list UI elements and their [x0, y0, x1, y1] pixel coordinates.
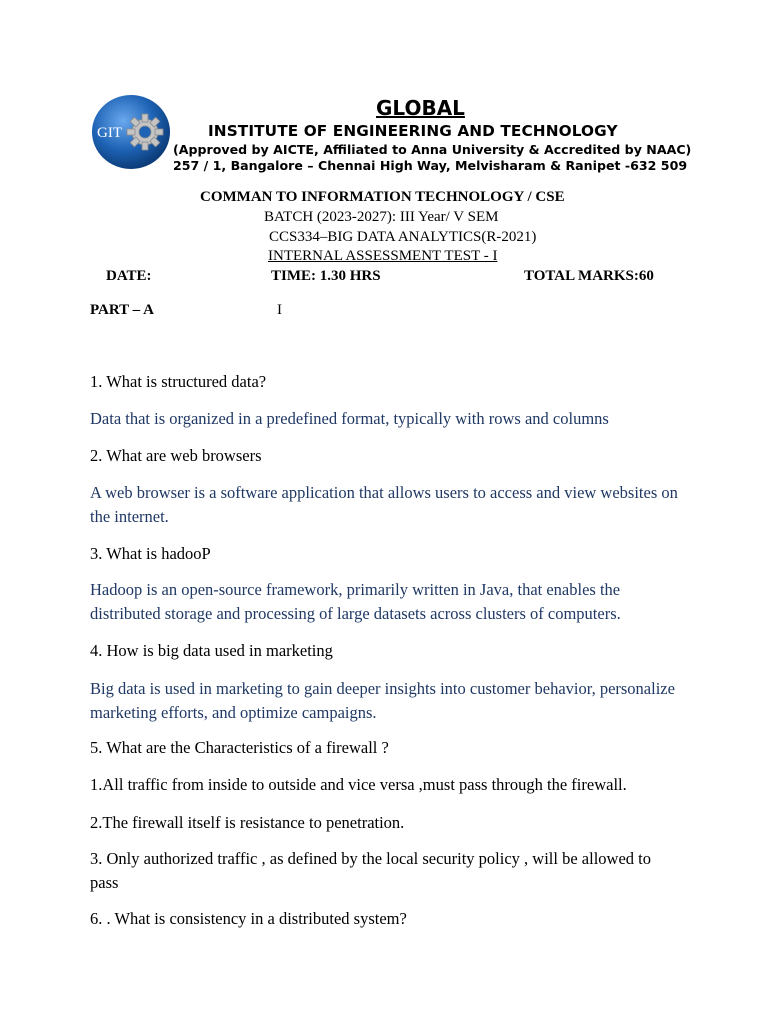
institution-name: GLOBAL	[376, 96, 465, 120]
institution-subtitle: INSTITUTE OF ENGINEERING AND TECHNOLOGY	[208, 122, 618, 140]
answer-4: Big data is used in marketing to gain deeper insights into customer behavior, personalize marketing efforts, and optimize campaigns.	[90, 679, 675, 722]
department-title: COMMAN TO INFORMATION TECHNOLOGY / CSE	[200, 189, 565, 205]
firewall-point-3: 3. Only authorized traffic , as defined by the local security policy , will be allowed to pass	[90, 849, 651, 892]
institution-address: 257 / 1, Bangalore – Chennai High Way, Melvisharam & Ranipet -632 509	[173, 158, 688, 173]
firewall-point-1: 1.All traffic from inside to outside and vice versa ,must pass through the firewall.	[90, 775, 627, 794]
text-cursor: I	[277, 302, 282, 318]
question-4: 4. How is big data used in marketing	[90, 641, 333, 660]
date-label: DATE:	[106, 268, 152, 284]
part-heading: PART – A	[90, 302, 154, 318]
answer-2: A web browser is a software application that allows users to access and view websites on the internet.	[90, 483, 678, 526]
question-2: 2. What are web browsers	[90, 446, 262, 465]
institution-approval: (Approved by AICTE, Affiliated to Anna University & Accredited by NAAC)	[173, 142, 692, 157]
question-3: 3. What is hadooP	[90, 544, 211, 563]
total-marks-label: TOTAL MARKS:60	[524, 268, 654, 284]
svg-text:GIT: GIT	[97, 125, 122, 141]
firewall-point-2: 2.The firewall itself is resistance to penetration.	[90, 813, 405, 832]
time-label: TIME: 1.30 HRS	[271, 268, 381, 284]
answer-1: Data that is organized in a predefined format, typically with rows and columns	[90, 409, 609, 428]
test-title: INTERNAL ASSESSMENT TEST - I	[268, 248, 498, 264]
course-line: CCS334–BIG DATA ANALYTICS(R-2021)	[269, 229, 537, 245]
question-1: 1. What is structured data?	[90, 372, 267, 391]
answer-3: Hadoop is an open-source framework, primarily written in Java, that enables the distributed storage and processing of large datasets across clusters of computers.	[90, 580, 621, 623]
institution-logo	[91, 94, 171, 170]
question-5: 5. What are the Characteristics of a firewall ?	[90, 738, 389, 757]
question-6: 6. . What is consistency in a distributed system?	[90, 909, 407, 928]
batch-line: BATCH (2023-2027): III Year/ V SEM	[264, 209, 499, 225]
